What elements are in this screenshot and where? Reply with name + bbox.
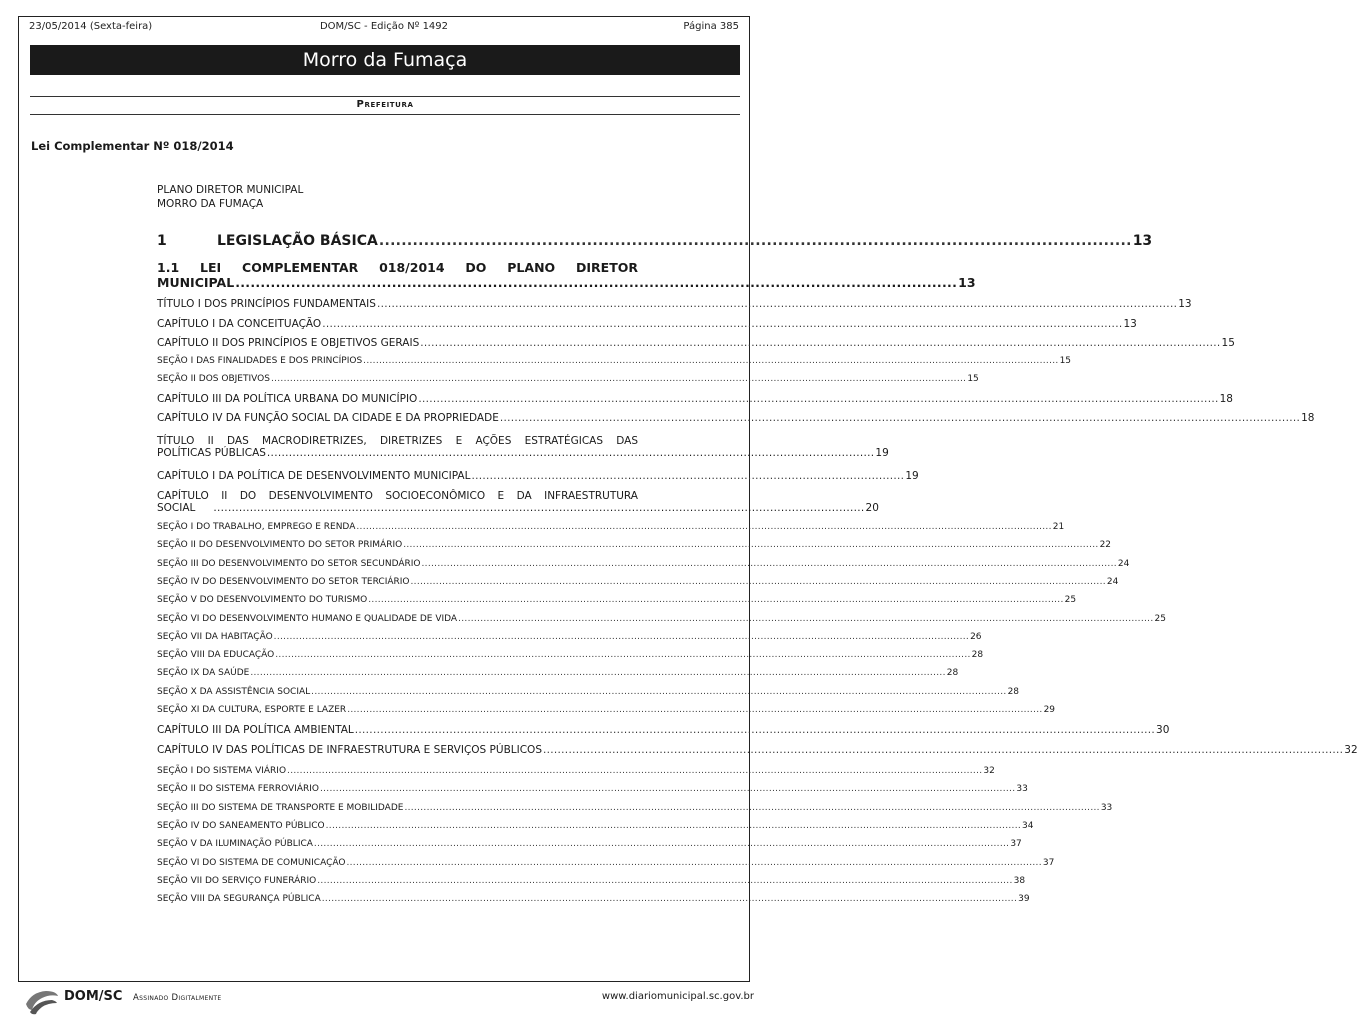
toc-page: 26 (970, 631, 982, 642)
toc-page: 13 (1178, 298, 1192, 310)
plano-line: MORRO DA FUMAÇA (157, 198, 264, 210)
toc-capitulo-ii-line1: CAPÍTULO II DO DESENVOLVIMENTO SOCIOECONÔMICO E DA INFRAESTRUTURA (157, 490, 638, 502)
toc-page: 32 (1344, 744, 1358, 756)
toc-entry (157, 894, 1030, 905)
toc-entry (157, 393, 1233, 405)
toc-entry (157, 318, 1137, 330)
toc-leader: ............................................................................................................................................................................................................................ (321, 894, 1018, 905)
toc-entry-label: SEÇÃO XI DA CULTURA, ESPORTE E LAZER (157, 705, 347, 715)
toc-entry-label: CAPÍTULO III DA POLÍTICA AMBIENTAL (157, 724, 354, 736)
toc-entry (157, 839, 1022, 850)
toc-page: 21 (1052, 522, 1065, 532)
toc-leader: ............................................................................................................................................................................................................................ (313, 839, 1010, 850)
toc-entry (157, 470, 919, 482)
toc-page: 25 (1064, 595, 1077, 606)
toc-entry-label: CAPÍTULO I DA POLÍTICA DE DESENVOLVIMENTO MUNICIPAL (157, 470, 471, 482)
toc-chapter (157, 233, 1153, 249)
toc-leader: ............................................................................................................................................................................................................................ (347, 705, 1043, 715)
toc-entry-label: SEÇÃO II DO DESENVOLVIMENTO DO SETOR PRIMÁRIO (157, 540, 403, 551)
header-page: Página 385 (683, 21, 739, 32)
toc-leader: ............................................................................................................................................................................................................................ (311, 686, 1007, 697)
toc-page: 37 (1010, 839, 1022, 850)
toc-page: 19 (875, 447, 889, 459)
toc-page: 15 (1221, 337, 1235, 349)
toc-entry-label: SEÇÃO X DA ASSISTÊNCIA SOCIAL (157, 686, 311, 697)
toc-entry-label: CAPÍTULO II DOS PRINCÍPIOS E OBJETIVOS GERAIS (157, 337, 420, 349)
toc-leader: ............................................................................................................................................................................................................................ (354, 724, 1156, 736)
toc-leader: ....................................................................................................................... (471, 470, 905, 482)
toc-entry-label: SEÇÃO II DOS OBJETIVOS (157, 374, 270, 384)
toc-leader: ....................................................................................................................................................................... (266, 447, 875, 459)
toc-leader: ............................................................................................................................................................................................................................ (404, 802, 1100, 813)
toc-entry-label: SEÇÃO VI DO DESENVOLVIMENTO HUMANO E QUALIDADE DE VIDA (157, 613, 458, 624)
toc-leader: ............................................................................................................................................................................................................................ (499, 412, 1301, 424)
toc-leader: ............................................................................................................................................................................................................................ (287, 766, 983, 776)
toc-entry (157, 686, 1020, 697)
toc-page: 13 (958, 275, 976, 290)
toc-entry (157, 766, 995, 776)
toc-leader: ............................................................................................................................................................................................................................ (403, 540, 1099, 551)
toc-entry-label: SEÇÃO VI DO SISTEMA DE COMUNICAÇÃO (157, 857, 346, 868)
toc-page: 39 (1018, 894, 1030, 905)
toc-leader: ............................................................................................................................................................................................................................ (542, 744, 1344, 756)
toc-page: 22 (1099, 540, 1112, 551)
section-title: Prefeitura (356, 99, 414, 110)
toc-leader: ................................................................................................................................................................................... (213, 502, 865, 514)
toc-entry (157, 784, 1028, 795)
toc-leader: ............................................................................................................................................................................................................................ (319, 784, 1016, 795)
toc-leader: ............................................................................................................................................................................................................................ (273, 631, 970, 642)
toc-entry (157, 613, 1166, 624)
toc-leader: ............................................................................................................................................................................................................................ (363, 356, 1059, 366)
toc-subchapter (157, 260, 976, 290)
toc-page: 28 (971, 650, 984, 661)
toc-page: 34 (1022, 820, 1034, 831)
toc-leader: ............................................................................................................................................................................................................................ (410, 576, 1106, 587)
toc-entry (157, 668, 959, 679)
toc-entry (157, 724, 1170, 736)
toc-entry (157, 298, 1192, 310)
toc-entry (157, 857, 1055, 868)
toc-entry (157, 631, 982, 642)
toc-page: 18 (1301, 412, 1315, 424)
toc-entry (157, 875, 1026, 886)
toc-entry (157, 356, 1072, 366)
toc-page: 28 (946, 668, 959, 679)
toc-leader: ............................................................................................................................................................................................................................ (270, 374, 967, 384)
toc-leader: ............................................................................................................................................................................................................................ (376, 298, 1178, 310)
toc-leader: ............................................................................................................................................................................................................................ (250, 668, 946, 679)
toc-page: 13 (1123, 318, 1137, 330)
toc-titulo-ii-line1: TÍTULO II DAS MACRODIRETRIZES, DIRETRIZES E AÇÕES ESTRATÉGICAS DAS (157, 435, 638, 447)
toc-entry-label: SEÇÃO V DA ILUMINAÇÃO PÚBLICA (157, 839, 313, 850)
toc-capitulo-ii-line2-row (157, 502, 879, 514)
toc-chapter-label: LEGISLAÇÃO BÁSICA (217, 233, 378, 249)
toc-subchapter-line2-row (157, 275, 976, 290)
header-edition: DOM/SC - Edição Nº 1492 (319, 21, 449, 32)
toc-page: 18 (1219, 393, 1233, 405)
toc-entry (157, 576, 1119, 587)
toc-page: 37 (1042, 857, 1055, 868)
toc-page: 13 (1132, 233, 1153, 249)
toc-page: 29 (1043, 705, 1056, 715)
toc-entry-label: SEÇÃO II DO SISTEMA FERROVIÁRIO (157, 784, 319, 795)
toc-entry (157, 705, 1056, 715)
toc-entry-label: SEÇÃO I DAS FINALIDADES E DOS PRINCÍPIOS (157, 356, 363, 366)
toc-leader: ............................................................................................................................................................................................................................ (458, 613, 1154, 624)
toc-entry-label: CAPÍTULO III DA POLÍTICA URBANA DO MUNICÍPIO (157, 393, 418, 405)
page-frame (18, 16, 1358, 982)
toc-leader: ............................................................................................................................................................................................................................ (420, 337, 1221, 349)
toc-leader: ............................................................................................................................................................................................................................ (421, 558, 1117, 569)
toc-page: 30 (1156, 724, 1170, 736)
plano-line: PLANO DIRETOR MUNICIPAL (157, 184, 304, 196)
toc-entry (157, 744, 1358, 756)
toc-entry-label: CAPÍTULO IV DA FUNÇÃO SOCIAL DA CIDADE E DA PROPRIEDADE (157, 412, 499, 424)
toc-entry (157, 595, 1077, 606)
toc-page: 19 (905, 470, 919, 482)
toc-page: 33 (1100, 802, 1113, 813)
toc-entry (157, 337, 1235, 349)
toc-entry-label: SEÇÃO IV DO SANEAMENTO PÚBLICO (157, 820, 325, 831)
toc-leader: ............................................................................................................................................................................................................................ (322, 318, 1123, 330)
toc-page: 38 (1013, 875, 1026, 886)
toc-leader: ............................................................................................................................................................................................................................ (418, 393, 1219, 405)
toc-entry-label: SEÇÃO VII DO SERVIÇO FUNERÁRIO (157, 875, 317, 886)
dom-sc-logo-icon (22, 986, 60, 1016)
toc-entry (157, 558, 1130, 569)
toc-page: 33 (1016, 784, 1028, 795)
toc-titulo-ii-line2: POLÍTICAS PÚBLICAS (157, 447, 266, 459)
footer-assinado: Assinado Digitalmente (133, 993, 222, 1003)
toc-leader: ............................................................................................................................................... (235, 275, 958, 290)
toc-entry-label: SEÇÃO III DO SISTEMA DE TRANSPORTE E MOBILIDADE (157, 802, 404, 813)
municipality-banner: Morro da Fumaça (30, 45, 740, 75)
toc-entry-label: SEÇÃO IX DA SAÚDE (157, 668, 250, 679)
toc-entry-label: SEÇÃO III DO DESENVOLVIMENTO DO SETOR SECUNDÁRIO (157, 558, 421, 569)
toc-leader: ............................................................................................................................................................................................................................ (368, 595, 1064, 606)
toc-leader: ............................................................................................................................................................................................................................ (356, 522, 1052, 532)
footer-brand: DOM/SC (64, 989, 123, 1004)
footer-site-link[interactable]: www.diariomunicipal.sc.gov.br (601, 991, 754, 1002)
toc-entry (157, 540, 1112, 551)
toc-entry (157, 412, 1315, 424)
toc-capitulo-ii-line2: SOCIAL (157, 502, 196, 514)
toc-leader: ............................................................................................................................................................................................................................ (317, 875, 1013, 886)
toc-leader: ...................................................................................................................................... (378, 233, 1132, 249)
toc-page: 25 (1154, 613, 1166, 624)
toc-entry (157, 802, 1113, 813)
header-date: 23/05/2014 (Sexta-feira) (29, 21, 153, 32)
toc-entry-label: SEÇÃO VIII DA EDUCAÇÃO (157, 650, 275, 661)
toc-entry-label: SEÇÃO IV DO DESENVOLVIMENTO DO SETOR TERCIÁRIO (157, 576, 410, 587)
law-title: Lei Complementar Nº 018/2014 (31, 139, 234, 153)
toc-capitulo-ii (157, 490, 879, 514)
toc-page: 24 (1106, 576, 1119, 587)
toc-entry-label: SEÇÃO V DO DESENVOLVIMENTO DO TURISMO (157, 595, 368, 606)
toc-entry (157, 820, 1034, 831)
toc-titulo-ii (157, 435, 889, 459)
toc-page: 28 (1007, 686, 1020, 697)
toc-entry-label: TÍTULO I DOS PRINCÍPIOS FUNDAMENTAIS (157, 298, 376, 310)
toc-page: 15 (1059, 356, 1072, 366)
toc-leader: ............................................................................................................................................................................................................................ (275, 650, 971, 661)
toc-entry (157, 374, 979, 384)
toc-page: 32 (983, 766, 995, 776)
toc-entry-label: SEÇÃO I DO SISTEMA VIÁRIO (157, 766, 287, 776)
toc-leader: ............................................................................................................................................................................................................................ (325, 820, 1022, 831)
toc-entry-label: SEÇÃO VIII DA SEGURANÇA PÚBLICA (157, 894, 321, 905)
toc-subchapter-line1: 1.1 LEI COMPLEMENTAR 018/2014 DO PLANO DIRETOR (157, 260, 638, 275)
toc-entry (157, 650, 984, 661)
toc-page: 20 (865, 502, 879, 514)
toc-leader: ............................................................................................................................................................................................................................ (346, 857, 1042, 868)
toc-entry-label: CAPÍTULO IV DAS POLÍTICAS DE INFRAESTRUTURA E SERVIÇOS PÚBLICOS (157, 744, 542, 756)
toc-entry (157, 522, 1065, 532)
toc-page: 24 (1117, 558, 1130, 569)
toc-entry-label: SEÇÃO VII DA HABITAÇÃO (157, 631, 273, 642)
toc-entry-label: CAPÍTULO I DA CONCEITUAÇÃO (157, 318, 322, 330)
toc-entry-label: SEÇÃO I DO TRABALHO, EMPREGO E RENDA (157, 522, 356, 532)
toc-subchapter-line2: MUNICIPAL (157, 275, 235, 290)
toc-chapter-number: 1 (157, 233, 167, 249)
toc-page: 15 (967, 374, 979, 384)
toc-titulo-ii-line2-row (157, 447, 889, 459)
